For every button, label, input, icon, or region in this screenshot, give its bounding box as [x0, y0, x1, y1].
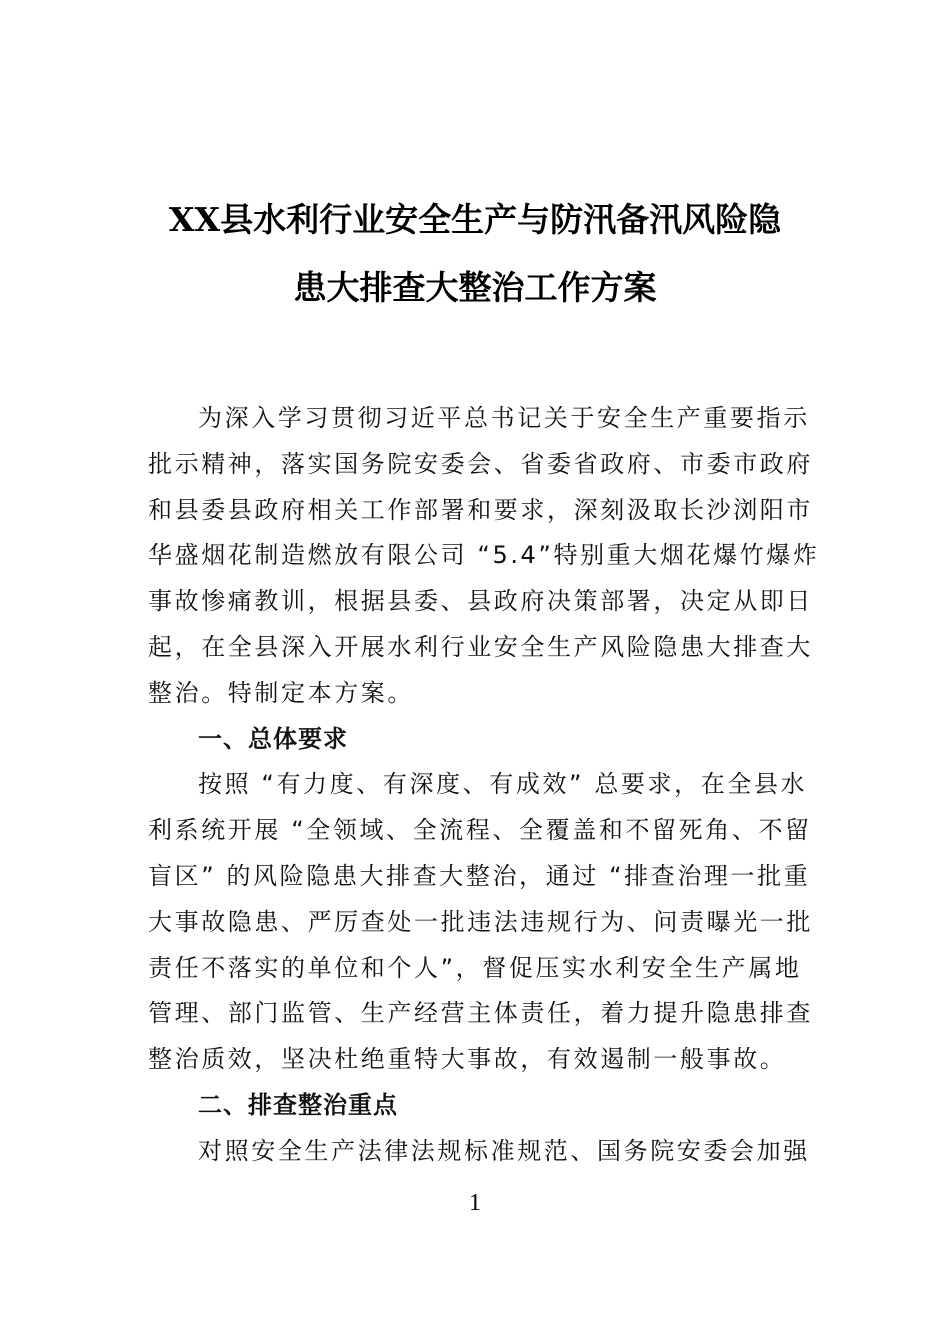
section1-line: 责任不落实的单位和个人”，督促压实水利安全生产属地 — [148, 953, 802, 982]
section1-line: 盲区” 的风险隐患大排查大整治，通过 “排查治理一批重 — [148, 861, 811, 890]
section1-line: 整治质效，坚决杜绝重特大事故，有效遏制一般事故。 — [148, 1045, 787, 1074]
section1-line: 利系统开展 “全领域、全流程、全覆盖和不留死角、不留 — [148, 816, 812, 845]
intro-line: 为深入学习贯彻习近平总书记关于安全生产重要指示 — [198, 404, 810, 432]
document-body — [148, 396, 820, 1175]
document-title-line-2: 患大排查大整治工作方案 — [293, 268, 657, 307]
section2-line: 对照安全生产法律法规标准规范、国务院安委会加强 — [198, 1136, 810, 1165]
section-heading-overall-requirements: 一、总体要求 — [198, 724, 348, 753]
intro-line: 事故惨痛教训，根据县委、县政府决策部署，决定从即日 — [148, 587, 813, 616]
section1-line: 大事故隐患、严厉查处一批违法违规行为、问责曝光一批 — [148, 907, 813, 936]
intro-line: 华盛烟花制造燃放有限公司 “5.4”特别重大烟花爆竹爆炸 — [148, 541, 820, 570]
section1-line: 按照 “有力度、有深度、有成效” 总要求，在全县水 — [198, 770, 808, 799]
intro-line: 整治。特制定本方案。 — [148, 678, 414, 707]
intro-line: 和县委县政府相关工作部署和要求，深刻汲取长沙浏阳市 — [148, 495, 813, 524]
page-number: 1 — [469, 1190, 481, 1216]
section-heading-inspection-focus: 二、排查整治重点 — [198, 1090, 398, 1119]
intro-line: 批示精神，落实国务院安委会、省委省政府、市委市政府 — [148, 449, 813, 478]
document-title-line-1: XX县水利行业安全生产与防汛备汛风险隐 — [168, 200, 782, 239]
section1-line: 管理、部门监管、生产经营主体责任，着力提升隐患排查 — [148, 999, 813, 1028]
intro-line: 起，在全县深入开展水利行业安全生产风险隐患大排查大 — [148, 632, 813, 661]
